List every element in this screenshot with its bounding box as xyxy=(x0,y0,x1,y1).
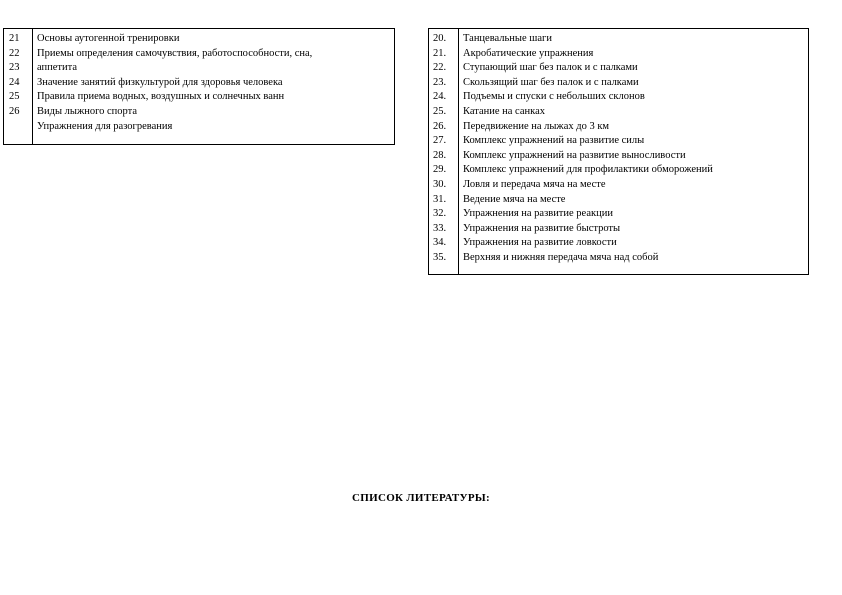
bibliography-heading: СПИСОК ЛИТЕРАТУРЫ: xyxy=(352,492,490,504)
topic-text: Ступающий шаг без палок и с палками xyxy=(463,62,638,74)
row-number: 27. xyxy=(433,135,447,147)
row-number: 22 xyxy=(9,47,20,59)
topic-text: Передвижение на лыжах до 3 км xyxy=(463,120,610,132)
row-number: 33. xyxy=(433,222,447,234)
topic-text: Упражнения для разогревания xyxy=(37,120,173,132)
topic-text: Танцевальные шаги xyxy=(463,33,552,44)
topic-text: Акробатические упражнения xyxy=(463,47,594,59)
topic-text: Ведение мяча на месте xyxy=(463,193,566,205)
topic-text: аппетита xyxy=(37,62,78,74)
number-column xyxy=(433,32,446,266)
topic-text: Правила приема водных, воздушных и солнечных ванн xyxy=(37,91,285,103)
row-number: 35. xyxy=(433,251,447,263)
topics-table-left xyxy=(3,28,395,145)
row-number: 24 xyxy=(9,76,20,88)
row-number: 31. xyxy=(433,193,447,205)
row-number: 21 xyxy=(9,33,20,44)
topic-text: Комплекс упражнений на развитие выносливости xyxy=(463,149,686,161)
row-number: 26 xyxy=(9,105,20,117)
topic-text: Упражнения на развитие быстроты xyxy=(463,222,621,234)
topic-text: Подъемы и спуски с небольших склонов xyxy=(463,91,645,103)
topic-column xyxy=(463,32,713,266)
topic-text: Упражнения на развитие ловкости xyxy=(463,237,617,249)
column-divider xyxy=(32,29,33,144)
row-number: 34. xyxy=(433,237,447,249)
topic-text: Значение занятий физкультурой для здоровья человека xyxy=(37,76,283,88)
row-number: 30. xyxy=(433,178,447,190)
column-divider xyxy=(458,29,459,274)
row-number: 23 xyxy=(9,62,20,74)
topic-text: Комплекс упражнений на развитие силы xyxy=(463,135,645,147)
topics-table-right xyxy=(428,28,809,275)
row-number: 28. xyxy=(433,149,447,161)
row-number: 25 xyxy=(9,91,20,103)
row-number: 29. xyxy=(433,164,447,176)
topic-text: Скользящий шаг без палок и с палками xyxy=(463,76,639,88)
row-number: 20. xyxy=(433,33,447,44)
topic-column xyxy=(37,32,312,134)
topic-text: Виды лыжного спорта xyxy=(37,105,138,117)
topic-text: Комплекс упражнений для профилактики обморожений xyxy=(463,164,713,176)
row-number: 25. xyxy=(433,105,447,117)
row-number: 21. xyxy=(433,47,447,59)
row-number: 24. xyxy=(433,91,447,103)
topic-text: Основы аутогенной тренировки xyxy=(37,33,180,44)
row-number: 32. xyxy=(433,208,447,220)
topic-text: Упражнения на развитие реакции xyxy=(463,208,613,220)
topic-text: Верхняя и нижняя передача мяча над собой xyxy=(463,251,659,263)
row-number: 22. xyxy=(433,62,447,74)
row-number: 26. xyxy=(433,120,447,132)
number-column xyxy=(9,32,20,120)
topic-text: Ловля и передача мяча на месте xyxy=(463,178,606,190)
topic-text: Катание на санках xyxy=(463,105,545,117)
row-number: 23. xyxy=(433,76,447,88)
topic-text: Приемы определения самочувствия, работоспособности, сна, xyxy=(37,47,313,59)
